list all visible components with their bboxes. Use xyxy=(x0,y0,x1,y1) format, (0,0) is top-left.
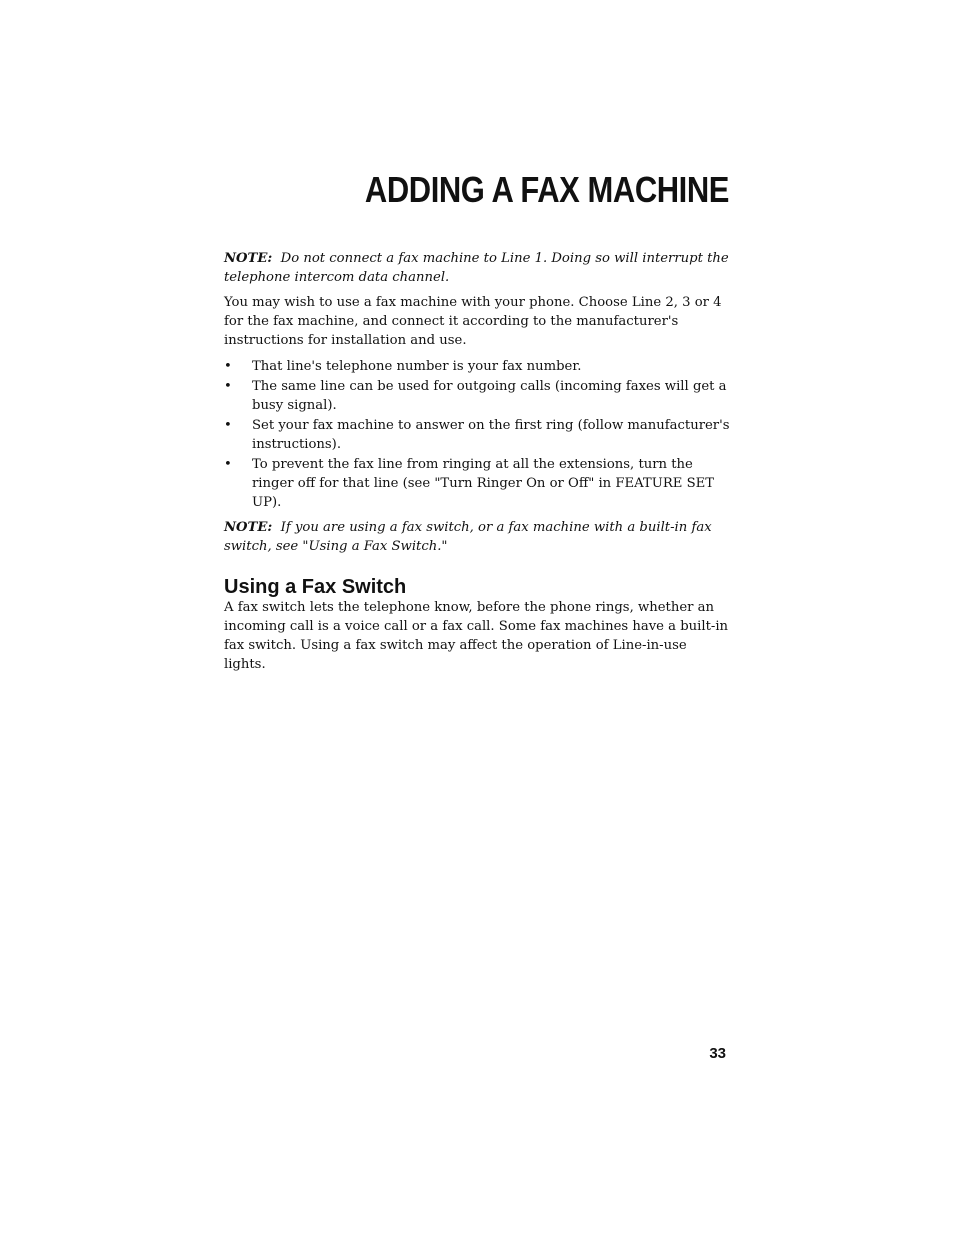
note-text: Do not connect a fax machine to Line 1. Doing so will interrupt the telephone intercom data channel. xyxy=(224,251,729,285)
list-item-text: That line's telephone number is your fax number. xyxy=(252,359,582,374)
list-item xyxy=(224,455,732,512)
fax-tips-list xyxy=(224,357,732,512)
list-item-text: Set your fax machine to answer on the first ring (follow manufacturer's instructions). xyxy=(252,418,730,452)
note-text: If you are using a fax switch, or a fax machine with a built-in fax switch, see "Using a Fax Switch." xyxy=(224,520,712,554)
list-item-text: To prevent the fax line from ringing at all the extensions, turn the ringer off for that line (see "Turn Ringer On or Off" in FEATURE SET UP). xyxy=(252,457,715,510)
bullet-marker: • xyxy=(224,418,232,433)
page-content xyxy=(224,249,732,674)
bullet-marker: • xyxy=(224,379,232,394)
page-number: 33 xyxy=(709,1045,726,1062)
note-fax-switch xyxy=(224,518,732,556)
list-item-text: The same line can be used for outgoing calls (incoming faxes will get a busy signal). xyxy=(252,379,727,413)
note-label: NOTE: xyxy=(224,251,273,266)
note-interrupt-warning xyxy=(224,249,732,287)
bullet-marker: • xyxy=(224,359,232,374)
page-title: ADDING A FAX MACHINE xyxy=(364,169,729,210)
bullet-marker: • xyxy=(224,457,232,472)
list-item xyxy=(224,357,732,376)
list-item xyxy=(224,416,732,454)
intro-paragraph: You may wish to use a fax machine with your phone. Choose Line 2, 3 or 4 for the fax machine, and connect it according to the manufacturer's instructions for installation and use. xyxy=(224,295,722,348)
list-item xyxy=(224,377,732,415)
section-body: A fax switch lets the telephone know, before the phone rings, whether an incoming call is a voice call or a fax call. Some fax machines have a built-in fax switch. Using a fax switch may affect the operation of Line-in-use lights. xyxy=(224,600,729,672)
note-label: NOTE: xyxy=(224,520,273,535)
section-heading: Using a Fax Switch xyxy=(224,576,407,598)
